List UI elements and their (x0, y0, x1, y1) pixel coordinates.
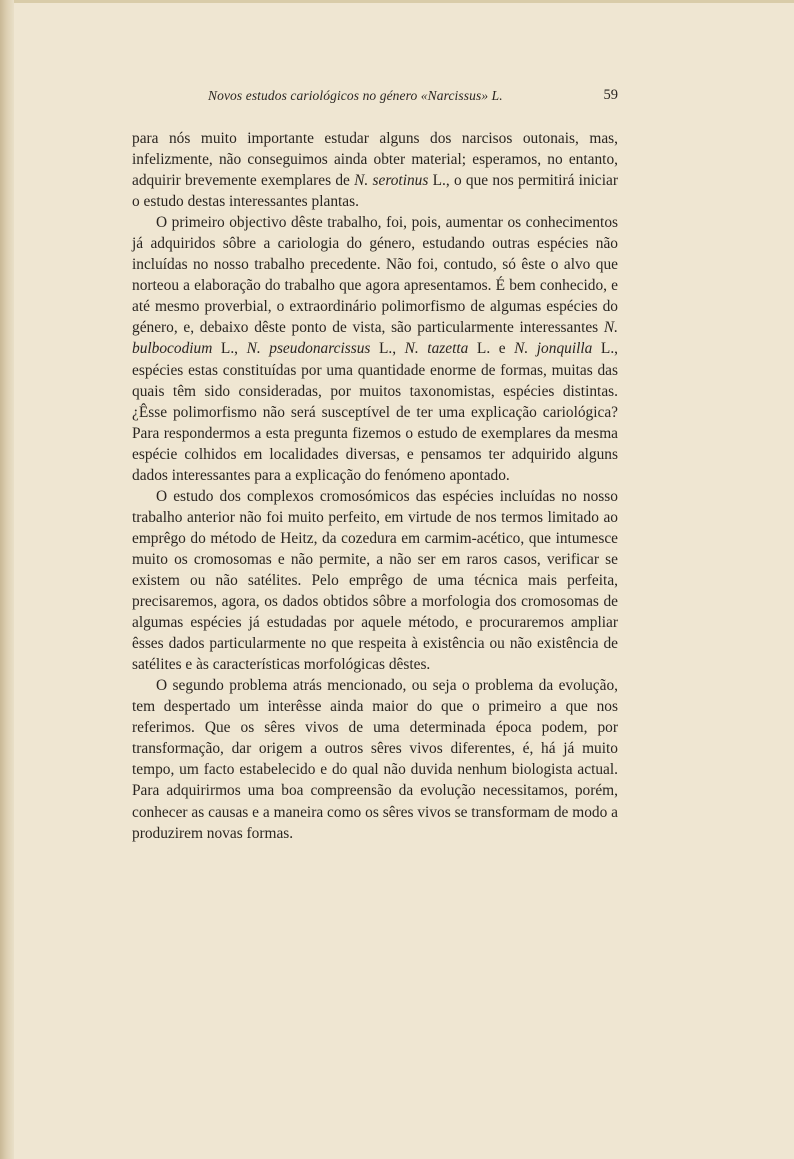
species-name: N. bulbocodium (132, 319, 618, 358)
text-run: L., (212, 340, 247, 358)
text-run: para nós muito importante estudar alguns dos narcisos outonais, mas, infelizmente, não conseguimos ainda obter material; esperamos, no entanto, adquirir brevemente exemplares de (132, 130, 618, 190)
running-title: Novos estudos cariológicos no género «Narcissus» L. (208, 88, 503, 103)
text-run: O segundo problema atrás mencionado, ou seja o problema da evolução, tem despertado um interêsse ainda maior do que o primeiro a que nos referimos. Que os sêres vivos de uma determinada época podem, por transformação, dar origem a outros sêres vivos diferentes, é, há já muito tempo, um facto estabelecido e do qual não duvida nenhum biologista actual. Para adquirirmos uma boa compreensão da evolução necessitamos, porém, conhecer as causas e a maneira como os sêres vivos se transformam de modo a produzirem novas formas. (132, 677, 618, 842)
paragraph-2 (132, 212, 618, 486)
text-run: L., espécies estas constituídas por uma quantidade enorme de formas, muitas das quais têm sido consideradas, por muitos taxonomistas, espécies distintas. ¿Êsse polimorfismo não será susceptível de ter uma explicação cariológica? Para respondermos a esta pregunta fizemos o estudo de exemplares da mesma espécie colhidos em localidades diversas, e pensamos ter adquirido alguns dados interessantes para a explicação do fenómeno apontado. (132, 340, 619, 484)
text-run: O estudo dos complexos cromosómicos das espécies incluídas no nosso trabalho anterior não foi muito perfeito, em virtude de nos termos limitado ao emprêgo do método de Heitz, da cozedura em carmim-acético, que intumesce muito os cromosomas e não permite, a não ser em raros casos, verificar se existem ou não satélites. Pelo emprêgo de uma técnica mais perfeita, precisaremos, agora, os dados obtidos sôbre a morfologia dos cromosomas de algumas espécies já estudadas por aquele método, e procuraremos ampliar êsses dados particularmente no que respeita à existência ou não existência de satélites e às características morfológicas dêstes. (132, 487, 618, 674)
paragraph-4 (132, 675, 618, 843)
species-name: N. pseudonarcissus (246, 340, 371, 358)
species-name: N. serotinus (354, 172, 429, 190)
species-name: N. jonquilla (514, 340, 593, 358)
page-number: 59 (603, 87, 618, 103)
text-run: O primeiro objectivo dêste trabalho, foi, pois, aumentar os conhecimentos já adquiridos sôbre a cariologia do género, estudando outras espécies não incluídas no nosso trabalho precedente. Não foi, contudo, só êste o alvo que norteou a elaboração do trabalho que agora apresentamos. É bem conhecido, e até mesmo proverbial, o extraordinário polimorfismo de algumas espécies do género, e, debaixo dêste ponto de vista, são particularmente interessantes (132, 214, 618, 337)
running-head (132, 84, 618, 106)
page-edge-shadow (0, 0, 14, 1159)
species-name: N. tazetta (404, 340, 469, 358)
page-top-edge (14, 0, 794, 3)
text-run: L. e (468, 340, 515, 358)
paragraph-1 (132, 128, 618, 212)
text-run: L., (370, 340, 405, 358)
body-text (132, 128, 618, 844)
paragraph-3 (132, 486, 618, 675)
text-run: L., o que nos permitirá iniciar o estudo destas interessantes plantas. (132, 172, 618, 211)
